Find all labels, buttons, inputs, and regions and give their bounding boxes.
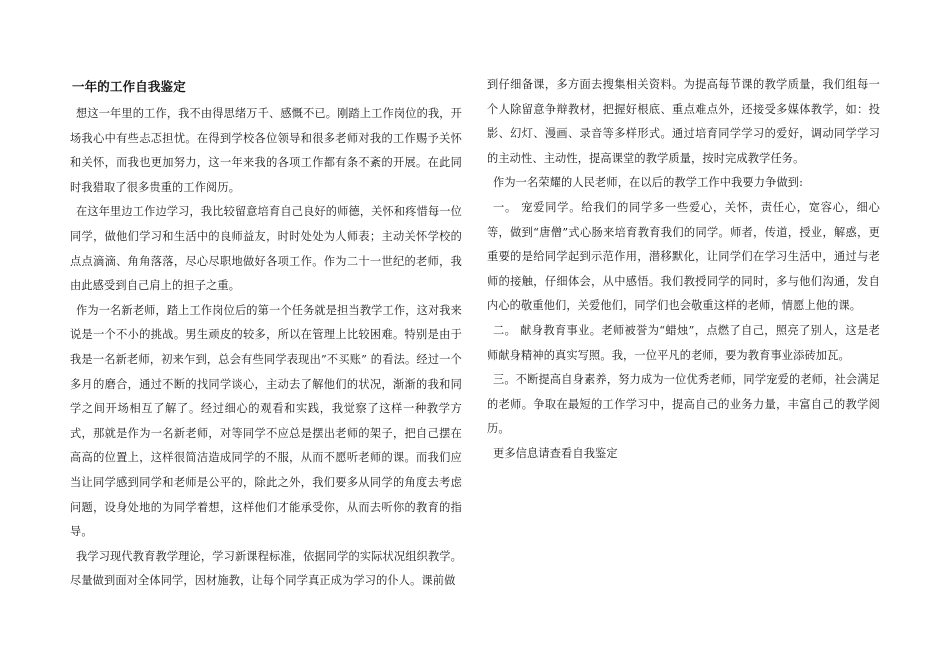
right-column: [487, 73, 880, 467]
paragraph-preparation: 到仔细备课，多方面去搜集相关资料。为提高每节课的教学质量，我们组每一个人除留意争辩教材，把握好根底、重点难点外，还接受多媒体教学，如：投影、幻灯、漫画、录音等多样形式。通过培育同学学习的爱好，调动同学学习的主动性、主动性，提高课堂的教学质量，按时完成教学任务。: [487, 78, 880, 165]
paragraph-goal-one: 一。 宠爱同学。给我们的同学多一些爱心，关怀，责任心，宽容心，细心等，做到“唐僧”式心肠来培育教育我们的同学。师者，传道，授业，解惑，更重要的是给同学起到示范作用，潜移默化，让同学们在学习生活中，通过与老师的接触，仔细体会，从中感悟。我们教授同学的同时，多与他们沟通，发自内心的敬重他们，关爱他们，同学们也会敬重这样的老师，情愿上他的课。: [487, 200, 880, 313]
paragraph-intro: 想这一年里的工作，我不由得思绪万千、感慨不已。刚踏上工作岗位的我，开场我心中有些忐忑担忧。在得到学校各位领导和很多老师对我的工作赐予关怀和关怀，而我也更加努力，这一年来我的各项工作都有条不紊的开展。在此同时我猎取了很多贵重的工作阅历。: [70, 107, 462, 194]
left-column: [70, 76, 462, 594]
document-title: 一年的工作自我鉴定: [72, 79, 186, 94]
paragraph-ethics: 在这年里边工作边学习，我比较留意培育自己良好的师德，关怀和疼惜每一位同学，做他们学习和生活中的良师益友，时时处处为人师表；主动关怀学校的点点滴滴、角角落落，尽心尽职地做好各项工作。作为二十一世纪的老师，我由此感受到自己肩上的担子之重。: [70, 205, 462, 293]
paragraph-new-teacher: 作为一名新老师，踏上工作岗位后的第一个任务就是担当教学工作，这对我来说是一个不小的挑战。男生顽皮的较多，所以在管理上比较困难。特别是由于我是一名新老师，初来乍到，总会有些同学表现出”不买账” 的看法。经过一个多月的磨合，通过不断的找同学谈心，主动去了解他们的状况，渐渐的我和同学之间开场相互了解了。经过细心的观看和实践，我觉察了这样一种教学方式，那就是作为一名新老师，对等同学不应总是摆出老师的架子，把自己摆在高高的位置上，这样很简洁造成同学的不服，从而不愿听老师的课。而我们应当让同学感到同学和老师是公平的，除此之外，我们要多从同学的角度去考虑问题，设身处地的为同学着想，这样他们才能承受你，从而去听你的教育的指导。: [70, 303, 462, 539]
more-info-note: 更多信息请查看自我鉴定: [493, 446, 618, 460]
paragraph-teaching-theory: 我学习现代教育教学理论，学习新课程标准，依据同学的实际状况组织教学。尽量做到面对全体同学，因材施教，让每个同学真正成为学习的仆人。课前做: [70, 549, 462, 588]
paragraph-goal-three: 三。不断提高自身素养，努力成为一位优秀老师，同学宠爱的老师，社会满足的老师。争取在最短的工作学习中，提高自己的业务力量，丰富自己的教学阅历。: [487, 373, 880, 436]
paragraph-goal-two: 二。 献身教育事业。老师被誉为“蜡烛”，点燃了自己，照亮了别人，这是老师献身精神的真实写照。我，一位平凡的老师，要为教育事业添砖加瓦。: [487, 323, 880, 362]
paragraph-goals-intro: 作为一名荣耀的人民老师，在以后的教学工作中我要力争做到:: [493, 176, 804, 190]
